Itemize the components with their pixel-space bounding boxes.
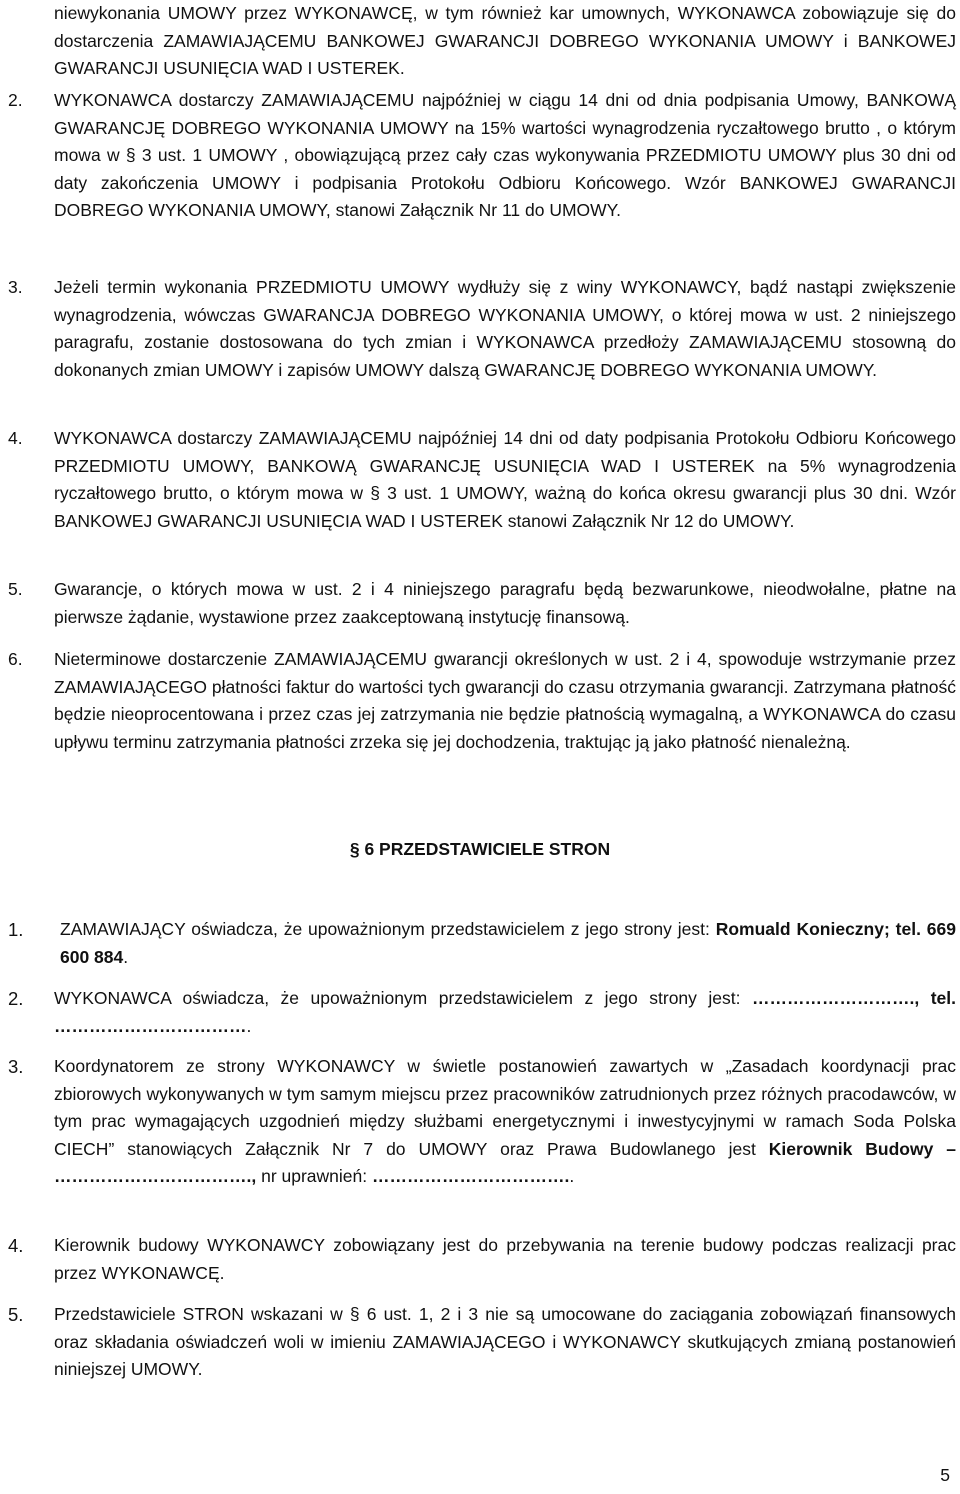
paragraph-continuation: niewykonania UMOWY przez WYKONAWCĘ, w tym również kar umownych, WYKONAWCA zobowiązuje się do dostarczenia ZAMAWIAJĄCEMU BANKOWEJ GWARANCJI DOBREGO WYKONANIA UMOWY i BANKOWEJ GWARANCJI USUNIĘCIA WAD I USTEREK. [54,3,956,78]
license-placeholder: ……………………………. [372,1166,570,1186]
paragraph-tail: . [246,1015,252,1036]
item-number: 5. [8,579,23,599]
item-number: 4. [8,1235,24,1256]
paragraph-coordinator [54,1053,956,1191]
paragraph-tail: . [123,946,129,967]
paragraph-item-6: Nieterminowe dostarczenie ZAMAWIAJĄCEMU gwarancji określonych w ust. 2 i 4, spowoduje wstrzymanie przez ZAMAWIAJĄCEGO płatności faktur do wartości tych gwarancji do czasu otrzymania gwarancji. Zatrzymana płatność będzie nieoprocentowana i przez czas jej zatrzymania nie będzie płatnością wymagalną, a WYKONAWCA do czasu upływu terminu zatrzymania płatności zrzeka się jej dochodzenia, traktując ją jako płatność nienależną. [54,649,956,752]
item-number: 5. [8,1304,24,1325]
paragraph-representative-2 [54,985,956,1040]
paragraph-text: Koordynatorem ze strony WYKONAWCY w świetle postanowień zawartych w „Zasadach koordynacji prac zbiorowych wykonywanych w tym samym miejscu przez pracowników zatrudnionych przez różnych pracodawców, w tym prac wymagających uzgodnień między służbami energetycznymi i inwestycyjnymi w ramach Soda Polska CIECH” stanowiących Załącznik Nr 7 do UMOWY oraz Prawa Budowlanego jest [54,1056,956,1159]
item-number: 2. [8,988,24,1009]
site-manager-label: Kierownik Budowy – ……………………………., [54,1138,956,1186]
item-number: 1. [8,919,24,940]
item-number: 3. [8,277,23,297]
item-number: 6. [8,649,23,669]
paragraph-representative-1 [60,916,956,971]
item-number: 3. [8,1056,24,1077]
section-heading: § 6 PRZEDSTAWICIELE STRON [349,839,611,859]
paragraph-item-3: Jeżeli termin wykonania PRZEDMIOTU UMOWY wydłuży się z winy WYKONAWCY, bądź nastąpi zwiększenie wynagrodzenia, wówczas GWARANCJA DOBREGO WYKONANIA UMOWY, o której mowa w ust. 2 niniejszego paragrafu, zostanie dostosowana do tych zmian i WYKONAWCA przedłoży ZAMAWIAJĄCEMU stosowną do dokonanych zmian UMOWY i zapisów UMOWY dalszą GWARANCJĘ DOBREGO WYKONANIA UMOWY. [54,277,956,380]
item-number: 4. [8,428,23,448]
paragraph-item-2: WYKONAWCA dostarczy ZAMAWIAJĄCEMU najpóźniej w ciągu 14 dni od dnia podpisania Umowy, BANKOWĄ GWARANCJĘ DOBREGO WYKONANIA UMOWY na 15% wartości wynagrodzenia ryczałtowego brutto , o którym mowa w § 3 ust. 1 UMOWY , obowiązującą przez cały czas wykonywania PRZEDMIOTU UMOWY plus 30 dni od daty zakończenia UMOWY i podpisania Protokołu Odbioru Końcowego. Wzór BANKOWEJ GWARANCJI DOBREGO WYKONANIA UMOWY, stanowi Załącznik Nr 11 do UMOWY. [54,90,956,220]
representative-name: Romuald Konieczny; tel. 669 600 884 [60,919,956,967]
paragraph-site-manager: Kierownik budowy WYKONAWCY zobowiązany jest do przebywania na terenie budowy podczas realizacji prac przez WYKONAWCĘ. [54,1235,956,1283]
representative-placeholder: ………………………., tel. …………………………… [54,988,956,1036]
page-number: 5 [940,1465,950,1485]
paragraph-mid: nr uprawnień: [261,1166,372,1186]
paragraph-item-5: Gwarancje, o których mowa w ust. 2 i 4 niniejszego paragrafu będą bezwarunkowe, nieodwołalne, płatne na pierwsze żądanie, wystawione przez zaakceptowaną instytucję finansową. [54,579,956,627]
paragraph-tail: . [569,1166,575,1186]
item-number: 2. [8,90,23,110]
paragraph-text: ZAMAWIAJĄCY oświadcza, że upoważnionym przedstawicielem z jego strony jest: [60,919,716,939]
paragraph-text: WYKONAWCA oświadcza, że upoważnionym przedstawicielem z jego strony jest: [54,988,752,1008]
paragraph-representatives-scope: Przedstawiciele STRON wskazani w § 6 ust. 1, 2 i 3 nie są umocowane do zaciągania zobowiązań finansowych oraz składania oświadczeń woli w imieniu ZAMAWIAJĄCEGO i WYKONAWCY skutkujących zmianą postanowień niniejszej UMOWY. [54,1304,956,1379]
paragraph-item-4: WYKONAWCA dostarczy ZAMAWIAJĄCEMU najpóźniej 14 dni od daty podpisania Protokołu Odbioru Końcowego PRZEDMIOTU UMOWY, BANKOWĄ GWARANCJĘ USUNIĘCIA WAD I USTEREK na 5% wynagrodzenia ryczałtowego brutto, o którym mowa w § 3 ust. 1 UMOWY, ważną do końca okresu gwarancji plus 30 dni. Wzór BANKOWEJ GWARANCJI USUNIĘCIA WAD I USTEREK stanowi Załącznik Nr 12 do UMOWY. [54,428,956,531]
